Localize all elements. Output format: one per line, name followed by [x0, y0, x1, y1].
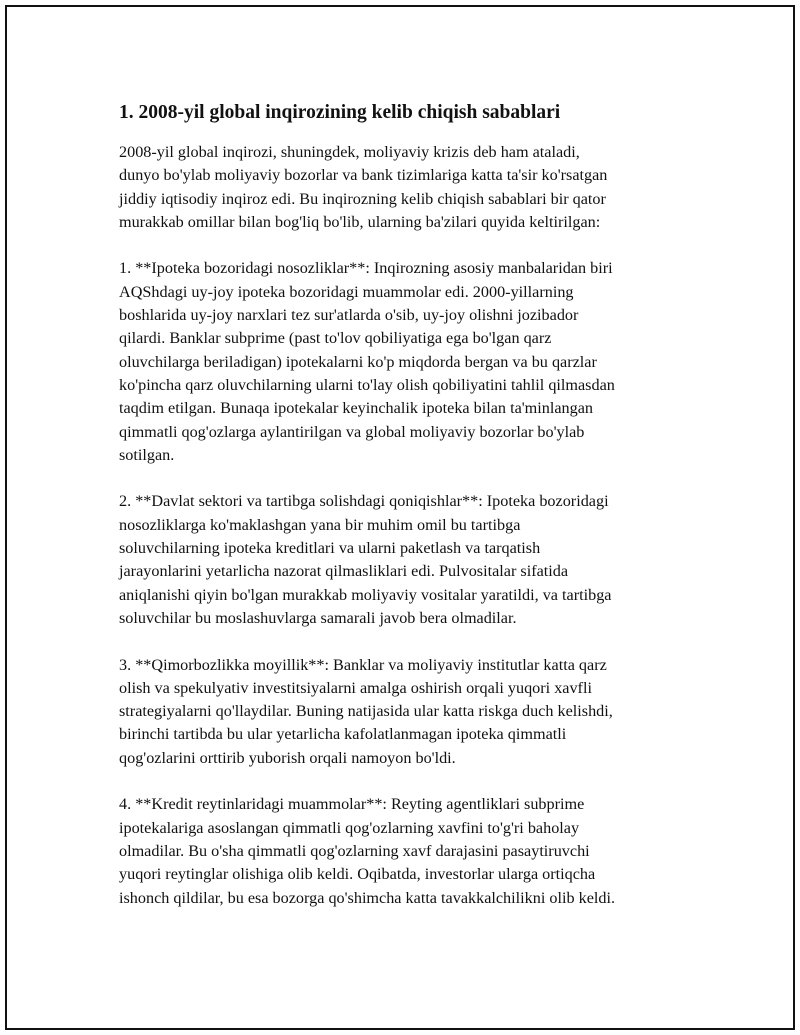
text-line: jiddiy iqtisodiy inqiroz edi. Bu inqirozning kelib chiqish sabablari bir qator: [119, 189, 606, 208]
text-line: oluvchilarga beriladigan) ipotekalarni ko'p miqdorda bergan va bu qarzlar: [119, 352, 597, 371]
document-title: 1. 2008-yil global inqirozining kelib chiqish sabablari: [119, 102, 561, 123]
text-line: dunyo bo'ylab moliyaviy bozorlar va bank tizimlariga katta ta'sir ko'rsatgan: [119, 166, 608, 185]
list-item-2: [119, 490, 704, 630]
text-line: olish va spekulyativ investitsiyalarni amalga oshirish orqali yuqori xavfli: [119, 678, 592, 697]
document-content: [119, 99, 704, 910]
text-line: 4. **Kredit reytinlaridagi muammolar**: Reyting agentliklari subprime: [119, 795, 585, 814]
text-line: 2008-yil global inqirozi, shuningdek, moliyaviy krizis deb ham ataladi,: [119, 143, 580, 161]
text-line: olmadilar. Bu o'sha qimmatli qog'ozlarning xavf darajasini pasaytiruvchi: [119, 841, 590, 860]
text-line: taqdim etilgan. Bunaqa ipotekalar keyinchalik ipoteka bilan ta'minlangan: [119, 399, 594, 418]
text-line: jarayonlarini yetarlicha nazorat qilmasliklari edi. Pulvositalar sifatida: [119, 562, 569, 581]
text-line: qog'ozlarini orttirib yuborish orqali namoyon bo'ldi.: [119, 748, 456, 767]
list-item-3: [119, 654, 704, 770]
text-line: AQShdagi uy-joy ipoteka bozoridagi muammolar edi. 2000-yillarning: [119, 282, 574, 301]
text-line: boshlarida uy-joy narxlari tez sur'atlarda o'sib, uy-joy olishni jozibador: [119, 306, 579, 325]
text-line: birinchi tartibda bu ular yetarlicha kafolatlanmagan ipoteka qimmatli: [119, 725, 567, 744]
text-line: qimmatli qog'ozlarga aylantirilgan va global moliyaviy bozorlar bo'ylab: [119, 422, 585, 441]
text-line: soluvchilarning ipoteka kreditlari va ularni paketlash va tarqatish: [119, 539, 541, 558]
list-item-1: [119, 257, 704, 467]
text-line: ipotekalariga asoslangan qimmatli qog'ozlarning xavfini to'g'ri baholay: [119, 818, 580, 837]
text-line: qilardi. Banklar subprime (past to'lov qobiliyatiga ega bo'lgan qarz: [119, 329, 552, 348]
text-line: sotilgan.: [119, 445, 175, 464]
text-line: aniqlanishi qiyin bo'lgan murakkab moliyaviy vositalar yaratildi, va tartibga: [119, 585, 612, 604]
text-line: yuqori reytinglar olishiga olib keldi. Oqibatda, investorlar ularga ortiqcha: [119, 865, 596, 884]
list-item-4: [119, 793, 704, 909]
text-line: soluvchilar bu moslashuvlarga samarali javob bera olmadilar.: [119, 608, 517, 627]
page-border: [5, 5, 795, 1030]
text-line: ishonch qildilar, bu esa bozorga qo'shimcha katta tavakkalchilikni olib keldi.: [119, 888, 616, 907]
intro-paragraph: [119, 141, 704, 234]
text-line: 2. **Davlat sektori va tartibga solishdagi qoniqishlar**: Ipoteka bozoridagi: [119, 492, 609, 511]
text-line: ko'pincha qarz oluvchilarning ularni to'lay olish qobiliyatini tahlil qilmasdan: [119, 375, 615, 394]
text-line: murakkab omillar bilan bog'liq bo'lib, ularning ba'zilari quyida keltirilgan:: [119, 212, 601, 231]
text-line: 3. **Qimorbozlikka moyillik**: Banklar va moliyaviy institutlar katta qarz: [119, 655, 607, 674]
text-line: 1. **Ipoteka bozoridagi nosozliklar**: Inqirozning asosiy manbalaridan biri: [119, 259, 613, 278]
text-line: nosozliklarga ko'maklashgan yana bir muhim omil bu tartibga: [119, 515, 521, 534]
text-line: strategiyalarni qo'llaydilar. Buning natijasida ular katta riskga duch kelishdi,: [119, 702, 613, 721]
